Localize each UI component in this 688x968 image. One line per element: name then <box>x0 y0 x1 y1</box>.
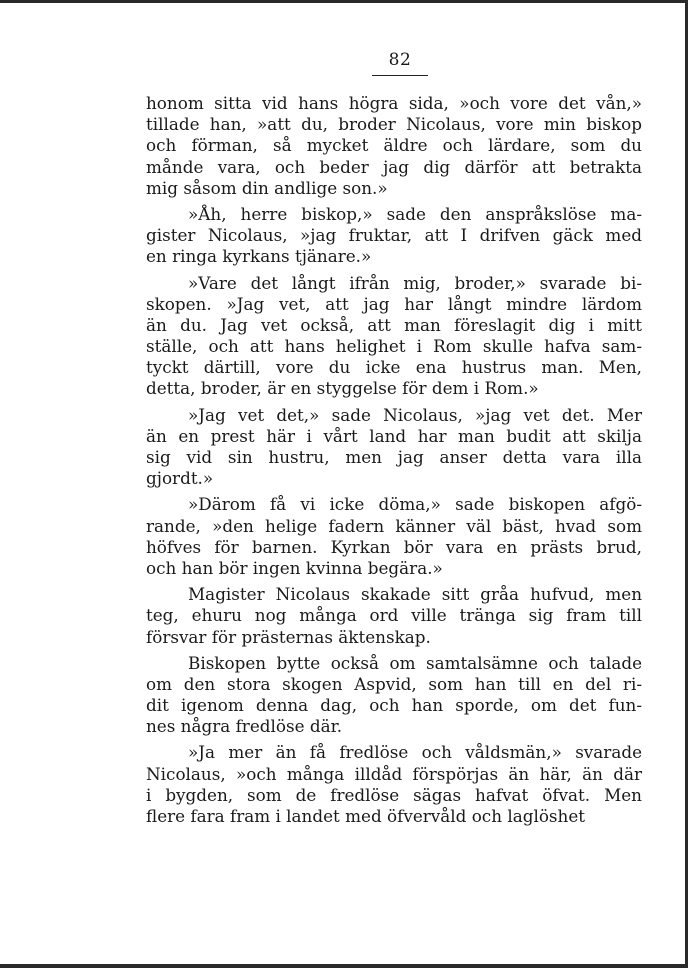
text-line: honom sitta vid hans högra sida, »och vore det vån,» <box>146 93 642 113</box>
paragraph <box>146 494 642 579</box>
text-line: teg, ehuru nog många ord ville tränga sig fram till <box>146 605 642 626</box>
paragraph <box>146 204 642 268</box>
text-line: Magister Nicolaus skakade sitt gråa hufvud, men <box>188 584 642 605</box>
text-line: »Vare det långt ifrån mig, broder,» svarade bi- <box>188 272 642 293</box>
text-line: rande, »den helige fadern känner väl bäst, hvad som <box>146 515 642 536</box>
text-line: Biskopen bytte också om samtalsämne och talade <box>188 652 642 673</box>
paragraph <box>146 742 642 827</box>
text-line: dit igenom denna dag, och han sporde, om det fun- <box>146 695 642 716</box>
text-line: skopen. »Jag vet, att jag har långt mindre lärdom <box>146 293 642 314</box>
text-line: sig vid sin hustru, men jag anser detta vara illa <box>146 447 642 467</box>
text-line: gjordt.» <box>146 468 214 489</box>
paragraph <box>146 653 642 738</box>
text-line: detta, broder, är en styggelse för dem i Rom.» <box>146 378 539 399</box>
text-line: försvar för prästernas äktenskap. <box>146 626 431 647</box>
text-line: än du. Jag vet också, att man föreslagit dig i mitt <box>146 314 642 335</box>
text-line: Nicolaus, »och många illdåd förspörjas än här, än där <box>146 763 642 784</box>
paragraph <box>146 93 642 199</box>
text-line: »Åh, herre biskop,» sade den anspråkslöse ma- <box>188 203 642 224</box>
text-line: nes några fredlöse där. <box>146 716 343 737</box>
text-line: i bygden, som de fredlöse sägas hafvat öfvat. Men <box>146 784 642 805</box>
text-line: ställe, och att hans helighet i Rom skulle hafva sam- <box>146 336 642 357</box>
text-line: tillade han, »att du, broder Nicolaus, vore min biskop <box>146 114 642 135</box>
text-line: och han bör ingen kvinna begära.» <box>146 557 443 578</box>
text-line: om den stora skogen Aspvid, som han till en del ri- <box>146 673 642 694</box>
text-line: »Ja mer än få fredlöse och våldsmän,» svarade <box>188 742 642 763</box>
text-line: och förman, så mycket äldre och lärdare, som du <box>146 135 642 156</box>
text-line: tyckt därtill, vore du icke ena hustrus man. Men, <box>146 357 642 378</box>
text-line: månde vara, och beder jag dig därför att betrakta <box>146 156 642 177</box>
text-line: »Jag vet det,» sade Nicolaus, »jag vet det. Mer <box>188 404 642 425</box>
text-line: höfves för barnen. Kyrkan bör vara en prästs brud, <box>146 536 642 557</box>
page-number: 82 <box>388 50 412 70</box>
text-line: än en prest här i vårt land har man budit att skilja <box>146 425 642 446</box>
scan-edge-bottom <box>0 964 688 968</box>
paragraph <box>146 584 642 648</box>
text-line: en ringa kyrkans tjänare.» <box>146 246 372 267</box>
text-line: »Därom få vi icke döma,» sade biskopen afgö- <box>188 494 642 515</box>
paragraph <box>146 405 642 490</box>
scan-edge-top <box>0 0 688 3</box>
body-text <box>146 93 642 827</box>
text-line: mig såsom din andlige son.» <box>146 177 388 198</box>
text-line: gister Nicolaus, »jag fruktar, att I drifven gäck med <box>146 225 642 246</box>
page-number-rule <box>372 75 428 76</box>
paragraph <box>146 273 642 400</box>
text-line: flere fara fram i landet med öfvervåld och laglöshet <box>146 806 586 826</box>
